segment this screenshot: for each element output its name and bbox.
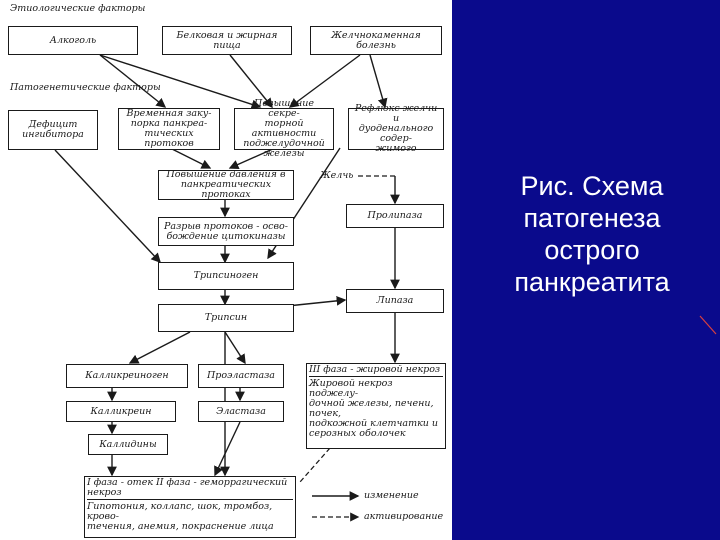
legend-activation: активирование — [364, 511, 444, 522]
phase12-text: Гипотония, коллапс, шок, тромбоз, кровo- течения, анемия, покраснение лица — [87, 501, 274, 532]
section-etiological: Этиологические факторы — [10, 3, 146, 14]
box-kallikrein: Калликреин — [66, 401, 176, 422]
box-reflux: Рефлюкс желчи и дуоденального содер- жимого — [348, 108, 444, 150]
box-trypsinogen: Трипсиноген — [158, 262, 294, 290]
label-bile: Желчь — [320, 170, 354, 181]
box-kallikreinogen: Калликреиноген — [66, 364, 188, 388]
legend-change: изменение — [364, 490, 419, 501]
box-secretion-up: Повышение секре- торной активности поджелудочной железы — [234, 108, 334, 150]
slide-title: Рис. Схема патогенеза острого панкреатита — [514, 171, 670, 297]
box-pressure-up: Повышение давления в панкреатических протоках — [158, 170, 294, 200]
box-prolipase: Пролипаза — [346, 204, 444, 228]
section-pathogenetic: Патогенетические факторы — [10, 82, 161, 93]
box-gallstone: Желчнокаменная болезнь — [310, 26, 442, 55]
phase3-text: Жировой некроз поджелу- дочной железы, печени, почек, подкожной клетчатки и серозных оболочек — [309, 378, 439, 439]
box-elastase: Эластаза — [198, 401, 284, 422]
box-duct-rupture: Разрыв протоков - осво- бождение цитокиназы — [158, 217, 294, 246]
box-fatty-food: Белковая и жирная пища — [162, 26, 292, 55]
phase12-title: I фаза - отек II фаза - геморрагический некроз — [87, 478, 293, 500]
box-duct-block: Временная заку- порка панкреа- тических протоков — [118, 108, 220, 150]
box-alcohol: Алкоголь — [8, 26, 138, 55]
box-trypsin: Трипсин — [158, 304, 294, 332]
box-inhibitor-deficit: Дефицит ингибитора — [8, 110, 98, 150]
phase3-title: III фаза - жировой некроз — [309, 365, 443, 377]
box-kinins: Каллидины — [88, 434, 168, 455]
box-proelastase: Проэластаза — [198, 364, 284, 388]
box-lipase: Липаза — [346, 289, 444, 313]
